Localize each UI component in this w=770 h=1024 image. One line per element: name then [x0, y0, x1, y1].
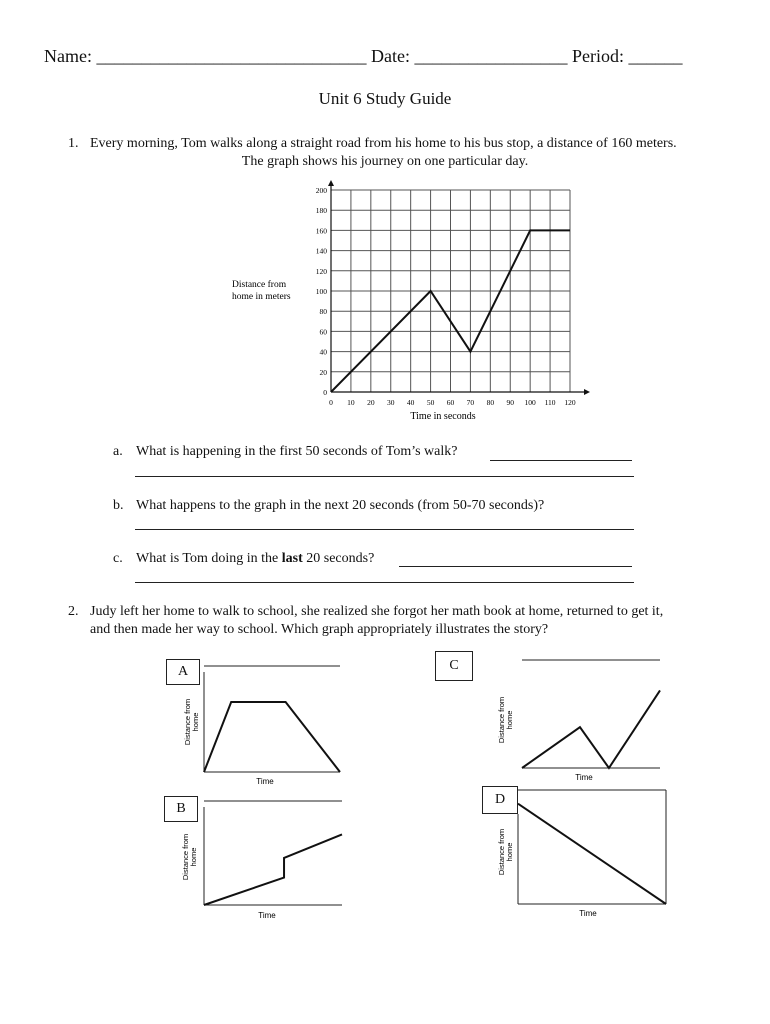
x-tick-label: 30 [387, 398, 395, 407]
x-tick-label: 10 [347, 398, 355, 407]
x-tick-label: 0 [329, 398, 333, 407]
graph-b-xlabel: Time [258, 911, 276, 920]
y-tick-label: 0 [323, 388, 327, 397]
date-blank[interactable]: _________________ [414, 46, 568, 66]
y-tick-label: 160 [315, 226, 327, 236]
q1c-answer-blank[interactable] [399, 566, 632, 567]
q2-text-line1: Judy left her home to walk to school, she realized she forgot her math book at home, returned to get it, [90, 604, 664, 619]
student-info-header [44, 46, 682, 67]
y-tick-label: 80 [319, 307, 327, 317]
y-tick-label: 200 [315, 186, 327, 195]
graph-c-xlabel: Time [575, 773, 593, 782]
q1c-text: What is Tom doing in the last 20 seconds? [136, 551, 375, 566]
x-axis-arrow [584, 389, 590, 395]
graph-c-ylabel-1: Distance from [497, 696, 506, 744]
chart-x-tick-labels [329, 398, 576, 407]
q2-text-line2: and then made her way to school. Which graph appropriately illustrates the story? [90, 622, 549, 637]
q1c-answer-line[interactable] [135, 582, 634, 583]
graph-d[interactable] [492, 786, 672, 922]
y-tick-label: 180 [315, 206, 327, 216]
x-tick-label: 80 [486, 398, 495, 407]
graph-a-ylabel-1: Distance from [183, 698, 192, 746]
distance-time-chart [220, 180, 600, 425]
graph-d-xlabel: Time [579, 909, 597, 918]
name-label: Name: [44, 46, 92, 66]
y-axis-arrow [328, 180, 334, 186]
x-tick-label: 60 [446, 398, 455, 407]
period-blank[interactable]: ______ [628, 46, 683, 66]
y-tick-label: 60 [319, 327, 327, 337]
graph-c-label-box[interactable]: C [435, 651, 473, 681]
x-axis-label: Time in seconds [410, 411, 476, 422]
graph-a-xlabel: Time [256, 777, 274, 786]
graph-b[interactable] [180, 797, 350, 923]
y-tick-label: 40 [319, 347, 327, 357]
q1a-answer-line[interactable] [135, 476, 634, 477]
graph-b-ylabel-1: Distance from [181, 833, 190, 881]
graph-a[interactable] [180, 660, 350, 790]
x-tick-label: 40 [406, 398, 415, 407]
y-tick-label: 140 [315, 246, 327, 256]
chart-grid [331, 190, 570, 392]
q1a-answer-blank[interactable] [490, 460, 632, 461]
q1b-answer-line[interactable] [135, 529, 634, 530]
y-axis-label-line2: home in meters [232, 292, 291, 302]
date-label: Date: [370, 46, 410, 66]
graph-b-ylabel-2: home [189, 847, 198, 867]
chart-axes [328, 180, 590, 395]
y-tick-label: 120 [315, 266, 327, 276]
x-tick-label: 100 [524, 398, 536, 407]
q1-text-line1: Every morning, Tom walks along a straight road from his home to his bus stop, a distance of 160 meters. [90, 136, 677, 151]
graph-b-label-box[interactable]: B [164, 796, 198, 822]
q1a-text: What is happening in the first 50 seconds of Tom’s walk? [136, 444, 458, 459]
x-tick-label: 110 [544, 398, 556, 407]
q1-number: 1. [68, 136, 79, 151]
q1-text-line2: The graph shows his journey on one particular day. [241, 154, 529, 169]
graph-c-line [522, 690, 660, 768]
graph-d-line [518, 804, 666, 904]
q1b-letter: b. [113, 498, 124, 513]
graph-d-ylabel-1: Distance from [497, 828, 506, 876]
q1c-letter: c. [113, 551, 123, 566]
graph-a-ylabel-2: home [191, 712, 200, 732]
graph-a-line [204, 702, 340, 772]
period-label: Period: [571, 46, 624, 66]
page-title: Unit 6 Study Guide [318, 89, 452, 108]
graph-a-label-box[interactable]: A [166, 659, 200, 685]
x-tick-label: 50 [426, 398, 435, 407]
chart-y-tick-labels [316, 186, 328, 397]
graph-c[interactable] [492, 652, 672, 784]
graph-b-line [204, 834, 342, 905]
x-tick-label: 120 [564, 398, 576, 407]
y-axis-label-line1: Distance from [232, 280, 287, 290]
q1a-letter: a. [113, 444, 123, 459]
graph-d-label-box[interactable]: D [482, 786, 518, 814]
graph-c-ylabel-2: home [505, 710, 514, 730]
y-tick-label: 20 [319, 367, 327, 377]
q2-number: 2. [68, 604, 79, 619]
q1b-text: What happens to the graph in the next 20 seconds (from 50-70 seconds)? [136, 498, 545, 513]
x-tick-label: 90 [506, 398, 514, 407]
x-tick-label: 20 [367, 398, 375, 407]
graph-d-ylabel-2: home [505, 842, 514, 862]
y-tick-label: 100 [315, 287, 327, 296]
x-tick-label: 70 [466, 398, 475, 407]
name-blank[interactable]: ______________________________ [96, 46, 367, 66]
q1c-bold-word: last [281, 551, 303, 566]
